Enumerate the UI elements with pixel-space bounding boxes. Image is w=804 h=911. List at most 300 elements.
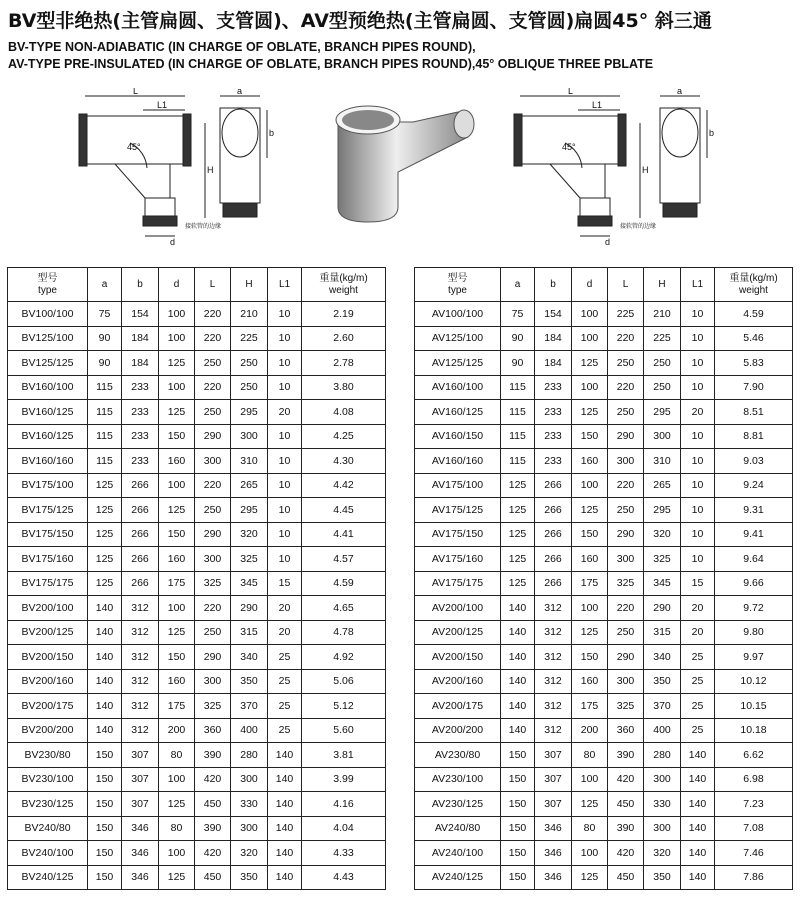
table-row [415,841,793,866]
table-cell: 2.78 [302,351,386,376]
table-cell: 140 [268,841,302,866]
table-cell: 125 [572,620,608,645]
table-cell: 312 [122,694,159,719]
table-cell: 290 [195,424,231,449]
table-cell: 184 [122,326,159,351]
label-L: L [133,88,139,96]
table-cell: BV230/80 [8,743,88,768]
table-row [8,473,386,498]
table-cell: AV200/150 [415,645,501,670]
table-cell: 4.04 [302,816,386,841]
table-cell: AV230/100 [415,767,501,792]
table-cell: AV240/125 [415,865,501,890]
table-cell: 312 [122,669,159,694]
table-cell: 160 [572,669,608,694]
table-cell: 15 [681,571,715,596]
bv-spec-table [7,267,386,890]
bv-drawing [75,88,275,248]
table-cell: 90 [88,351,122,376]
table-cell: 307 [535,767,572,792]
table-cell: BV125/100 [8,326,88,351]
table-cell: 370 [644,694,681,719]
table-cell: 340 [644,645,681,670]
table-cell: 150 [572,424,608,449]
table-cell: 80 [572,816,608,841]
table-row [415,816,793,841]
table-cell: 140 [681,767,715,792]
table-row [8,375,386,400]
table-cell: BV160/125 [8,400,88,425]
col-b: b [122,268,159,302]
table-cell: 250 [644,351,681,376]
table-cell: AV200/100 [415,596,501,621]
table-cell: 5.12 [302,694,386,719]
table-cell: 266 [535,498,572,523]
table-cell: 225 [231,326,268,351]
table-cell: 220 [195,326,231,351]
table-row [8,302,386,327]
table-cell: BV200/175 [8,694,88,719]
table-cell: 4.43 [302,865,386,890]
table-cell: 140 [681,865,715,890]
table-cell: 390 [195,743,231,768]
subtitle-line-2: AV-TYPE PRE-INSULATED (IN CHARGE OF OBLATE, BRANCH PIPES ROUND),45° OBLIQUE THREE PBLATE [8,57,654,71]
table-cell: AV200/175 [415,694,501,719]
table-row [415,792,793,817]
table-cell: 3.99 [302,767,386,792]
table-cell: 115 [501,449,535,474]
av-drawing [510,88,720,248]
table-cell: AV200/200 [415,718,501,743]
table-cell: AV240/100 [415,841,501,866]
table-cell: 150 [501,865,535,890]
table-row [415,351,793,376]
table-cell: 184 [535,351,572,376]
table-cell: BV175/100 [8,473,88,498]
table-cell: 6.98 [715,767,793,792]
header-weight-en: weight [329,284,358,296]
table-row [8,620,386,645]
table-cell: 10.12 [715,669,793,694]
table-row [8,424,386,449]
header-model-en: type [38,284,57,296]
table-cell: BV175/125 [8,498,88,523]
header-model-cn: 型号 [37,272,58,284]
table-cell: BV175/160 [8,547,88,572]
table-cell: 250 [231,351,268,376]
table-cell: 370 [231,694,268,719]
table-cell: 10 [268,498,302,523]
table-cell: 10 [268,375,302,400]
table-row [415,571,793,596]
table-cell: 10 [681,326,715,351]
table-cell: 125 [501,498,535,523]
table-cell: 10 [268,326,302,351]
av-spec-table [414,267,793,890]
table-cell: 315 [644,620,681,645]
table-cell: 100 [572,375,608,400]
table-row [415,400,793,425]
table-cell: 4.45 [302,498,386,523]
table-cell: 184 [535,326,572,351]
table-cell: 310 [231,449,268,474]
table-cell: 160 [159,547,195,572]
table-cell: 307 [535,743,572,768]
table-cell: 150 [501,841,535,866]
table-cell: 300 [644,767,681,792]
table-cell: 300 [231,767,268,792]
table-cell: 15 [268,571,302,596]
table-cell: 220 [608,473,644,498]
table-cell: 5.60 [302,718,386,743]
table-row [415,743,793,768]
table-cell: 115 [501,424,535,449]
table-cell: 4.59 [302,571,386,596]
table-row [415,596,793,621]
table-cell: 125 [88,498,122,523]
table-cell: 390 [608,816,644,841]
table-cell: 200 [159,718,195,743]
table-row [415,645,793,670]
table-cell: AV175/150 [415,522,501,547]
col-weight [302,268,386,302]
table-cell: 312 [535,596,572,621]
header-model-cn: 型号 [447,272,468,284]
table-cell: 125 [501,547,535,572]
table-cell: 10 [268,473,302,498]
table-cell: 350 [644,865,681,890]
table-cell: 20 [268,400,302,425]
table-cell: 266 [122,522,159,547]
table-cell: 25 [681,669,715,694]
table-cell: 125 [572,351,608,376]
table-cell: 160 [159,669,195,694]
table-cell: 312 [122,718,159,743]
table-cell: 140 [501,596,535,621]
table-cell: 3.81 [302,743,386,768]
table-cell: 300 [231,816,268,841]
table-cell: 140 [501,645,535,670]
table-cell: 330 [644,792,681,817]
table-row [8,743,386,768]
table-cell: 10 [268,351,302,376]
table-cell: BV240/125 [8,865,88,890]
table-cell: AV230/125 [415,792,501,817]
table-cell: 9.64 [715,547,793,572]
table-cell: 200 [572,718,608,743]
table-cell: AV160/160 [415,449,501,474]
table-cell: AV230/80 [415,743,501,768]
table-cell: BV200/125 [8,620,88,645]
table-row [8,522,386,547]
table-cell: 125 [159,620,195,645]
table-cell: 325 [608,571,644,596]
table-cell: 100 [159,302,195,327]
table-row [415,498,793,523]
page-title: BV型非绝热(主管扁圆、支管圆)、AV型预绝热(主管扁圆、支管圆)扁圆45° 斜三通 [8,10,712,32]
table-cell: 25 [681,718,715,743]
table-cell: 150 [88,816,122,841]
table-cell: 100 [572,596,608,621]
col-a: a [501,268,535,302]
table-cell: 125 [572,400,608,425]
table-cell: 295 [231,498,268,523]
table-cell: 266 [122,498,159,523]
table-cell: 10 [268,302,302,327]
table-cell: 9.80 [715,620,793,645]
table-cell: 140 [501,669,535,694]
table-cell: 25 [268,718,302,743]
table-cell: 160 [572,449,608,474]
table-cell: 340 [231,645,268,670]
table-cell: 325 [195,571,231,596]
table-cell: 225 [644,326,681,351]
table-cell: BV100/100 [8,302,88,327]
table-cell: 140 [681,743,715,768]
table-cell: 10 [681,424,715,449]
label-angle: 45° [127,142,141,152]
table-cell: 140 [88,718,122,743]
table-cell: 7.08 [715,816,793,841]
table-cell: 250 [644,375,681,400]
label-a: a [677,88,683,96]
table-cell: 140 [88,596,122,621]
table-row [8,547,386,572]
table-cell: 10 [681,547,715,572]
table-cell: 140 [268,865,302,890]
table-cell: 4.25 [302,424,386,449]
table-cell: 266 [122,473,159,498]
table-cell: 400 [231,718,268,743]
table-cell: AV160/150 [415,424,501,449]
table-cell: 346 [122,816,159,841]
table-cell: 312 [535,694,572,719]
table-cell: 220 [195,375,231,400]
table-cell: 10 [681,302,715,327]
table-cell: AV160/125 [415,400,501,425]
table-header-row [415,268,793,302]
table-cell: 125 [159,865,195,890]
col-L1: L1 [268,268,302,302]
table-cell: 175 [572,571,608,596]
label-angle: 45° [562,142,576,152]
table-row [415,767,793,792]
table-cell: 280 [644,743,681,768]
table-header-row [8,268,386,302]
table-cell: 80 [572,743,608,768]
table-cell: 4.42 [302,473,386,498]
table-cell: 150 [159,645,195,670]
label-d: d [605,237,611,247]
table-cell: 320 [231,841,268,866]
col-weight [715,268,793,302]
table-cell: 10 [681,351,715,376]
table-cell: 7.90 [715,375,793,400]
table-cell: 266 [535,571,572,596]
table-cell: 290 [608,424,644,449]
table-cell: 320 [644,841,681,866]
table-cell: 140 [501,694,535,719]
table-cell: 265 [644,473,681,498]
table-row [8,645,386,670]
table-cell: 5.46 [715,326,793,351]
table-cell: 220 [608,596,644,621]
table-cell: 125 [159,498,195,523]
table-cell: 250 [195,351,231,376]
table-cell: 420 [608,767,644,792]
table-cell: 312 [122,620,159,645]
table-cell: 100 [572,767,608,792]
table-cell: BV160/125 [8,424,88,449]
table-cell: 345 [231,571,268,596]
table-cell: 10 [681,473,715,498]
table-cell: 290 [644,596,681,621]
table-row [8,326,386,351]
header-weight-cn: 重量(kg/m) [319,272,368,284]
table-row [8,571,386,596]
table-cell: 140 [88,669,122,694]
table-cell: 150 [88,767,122,792]
table-cell: 290 [608,522,644,547]
table-cell: 25 [268,669,302,694]
table-cell: AV100/100 [415,302,501,327]
table-cell: 320 [644,522,681,547]
table-row [415,865,793,890]
table-cell: BV160/160 [8,449,88,474]
table-cell: 390 [195,816,231,841]
table-cell: 125 [159,792,195,817]
table-cell: 312 [122,596,159,621]
label-b: b [269,128,275,138]
table-cell: 346 [535,865,572,890]
table-row [415,694,793,719]
table-cell: 290 [608,645,644,670]
table-cell: 325 [644,547,681,572]
label-H: H [642,165,649,175]
table-cell: 100 [159,596,195,621]
table-cell: 420 [195,841,231,866]
table-cell: 450 [608,865,644,890]
table-cell: BV230/125 [8,792,88,817]
table-cell: 154 [535,302,572,327]
table-cell: 225 [608,302,644,327]
table-cell: 5.06 [302,669,386,694]
table-cell: 220 [195,302,231,327]
fitting-photo [318,92,488,232]
table-cell: 4.65 [302,596,386,621]
table-cell: 125 [159,400,195,425]
table-cell: 80 [159,743,195,768]
table-cell: 307 [535,792,572,817]
table-cell: 210 [644,302,681,327]
table-row [8,694,386,719]
table-cell: 160 [159,449,195,474]
table-cell: 290 [195,522,231,547]
table-cell: 9.97 [715,645,793,670]
table-cell: 300 [195,449,231,474]
table-cell: 184 [122,351,159,376]
table-cell: 290 [195,645,231,670]
table-cell: 125 [572,792,608,817]
note-left: 接软管的边缘 [185,224,222,230]
table-cell: 150 [572,645,608,670]
table-row [415,620,793,645]
table-cell: 20 [681,596,715,621]
table-cell: AV160/100 [415,375,501,400]
table-cell: 360 [608,718,644,743]
table-cell: AV200/160 [415,669,501,694]
table-cell: 115 [88,449,122,474]
table-cell: 3.80 [302,375,386,400]
table-cell: 330 [231,792,268,817]
table-cell: 250 [608,620,644,645]
table-cell: 90 [501,326,535,351]
table-cell: 350 [644,669,681,694]
table-cell: 140 [88,694,122,719]
table-cell: 350 [231,865,268,890]
table-cell: 20 [268,620,302,645]
header-model-en: type [448,284,467,296]
table-cell: 250 [195,498,231,523]
table-cell: 150 [159,424,195,449]
table-cell: BV175/150 [8,522,88,547]
table-cell: 450 [195,865,231,890]
table-cell: 220 [195,473,231,498]
table-cell: 300 [608,547,644,572]
table-cell: 150 [501,816,535,841]
table-cell: 346 [535,816,572,841]
table-cell: 150 [88,743,122,768]
table-row [8,767,386,792]
table-row [8,816,386,841]
table-cell: 266 [122,571,159,596]
table-cell: 346 [122,865,159,890]
table-row [8,596,386,621]
label-H: H [207,165,214,175]
table-cell: 140 [268,816,302,841]
table-cell: 295 [644,498,681,523]
table-cell: 75 [88,302,122,327]
table-cell: 5.83 [715,351,793,376]
table-cell: AV175/160 [415,547,501,572]
table-cell: 300 [608,669,644,694]
table-cell: 307 [122,767,159,792]
table-cell: 312 [535,718,572,743]
subtitle-line-1: BV-TYPE NON-ADIABATIC (IN CHARGE OF OBLATE, BRANCH PIPES ROUND), [8,40,476,54]
table-cell: 10 [268,522,302,547]
table-cell: 154 [122,302,159,327]
col-L1: L1 [681,268,715,302]
table-cell: 9.03 [715,449,793,474]
table-cell: 450 [195,792,231,817]
header-weight-en: weight [739,284,768,296]
table-cell: 100 [572,326,608,351]
table-cell: 250 [608,400,644,425]
table-cell: 20 [681,620,715,645]
label-a: a [237,88,243,96]
table-cell: 295 [644,400,681,425]
table-row [415,669,793,694]
table-cell: 150 [159,522,195,547]
table-cell: 266 [122,547,159,572]
table-cell: 115 [88,400,122,425]
col-b: b [535,268,572,302]
table-cell: AV125/100 [415,326,501,351]
table-cell: 420 [195,767,231,792]
table-cell: 9.31 [715,498,793,523]
table-row [415,718,793,743]
table-cell: 300 [644,424,681,449]
